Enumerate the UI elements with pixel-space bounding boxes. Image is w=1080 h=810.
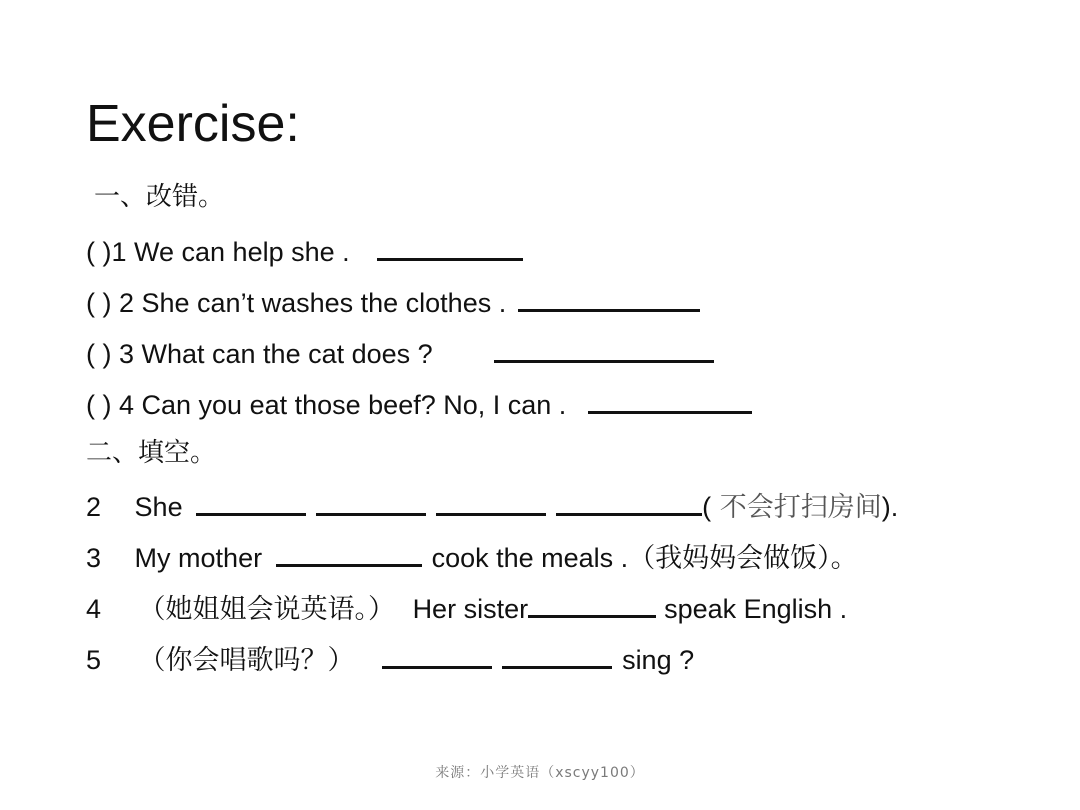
- item-number: 3: [86, 543, 102, 573]
- sentence-start: Her sister: [412, 594, 529, 624]
- correction-item-3: [86, 334, 724, 371]
- page-title: Exercise:: [86, 95, 300, 153]
- answer-blank[interactable]: [556, 487, 702, 516]
- answer-paren: ( ): [86, 390, 112, 420]
- sentence-end: cook the meals .: [431, 543, 629, 573]
- question-text: 4 Can you eat those beef? No, I can .: [111, 390, 567, 420]
- answer-blank[interactable]: [502, 640, 612, 669]
- item-number: 2: [86, 492, 102, 522]
- sentence-end: sing ?: [622, 645, 695, 675]
- sentence-start: She: [134, 492, 183, 522]
- answer-paren: ( ): [86, 237, 112, 267]
- fill-item-3: [86, 538, 858, 576]
- fill-item-4: [86, 589, 847, 627]
- correction-item-1: [86, 232, 533, 269]
- chinese-hint: （你会唱歌吗？）: [138, 645, 355, 676]
- answer-blank[interactable]: [276, 538, 422, 567]
- question-text: 2 She can’t washes the clothes .: [111, 288, 507, 318]
- fill-item-2: [86, 487, 898, 525]
- source-footer: 来源：小学英语（xscyy100）: [435, 765, 645, 781]
- answer-blank[interactable]: [382, 640, 492, 669]
- sentence-start: My mother: [134, 543, 263, 573]
- sentence-end: speak English .: [664, 594, 848, 624]
- answer-blank[interactable]: [316, 487, 426, 516]
- answer-blank[interactable]: [588, 385, 752, 414]
- answer-blank[interactable]: [528, 589, 656, 618]
- item-number: 4: [86, 594, 102, 624]
- section-heading-fill: 二、填空。: [86, 438, 217, 468]
- section-heading-correction: 一、改错。: [94, 182, 225, 212]
- answer-blank[interactable]: [196, 487, 306, 516]
- answer-blank[interactable]: [494, 334, 714, 363]
- chinese-hint: 不会打扫房间: [711, 492, 882, 523]
- item-number: 5: [86, 645, 102, 675]
- answer-blank[interactable]: [518, 283, 700, 312]
- answer-paren: ( ): [86, 288, 112, 318]
- correction-item-2: [86, 283, 710, 320]
- answer-blank[interactable]: [377, 232, 523, 261]
- question-text: 1 We can help she .: [111, 237, 350, 267]
- answer-paren: ( ): [86, 339, 112, 369]
- hint-close: ).: [881, 492, 899, 522]
- correction-item-4: [86, 385, 762, 422]
- chinese-hint: （她姐姐会说英语。）: [138, 594, 396, 625]
- chinese-hint: （我妈妈会做饭）。: [628, 543, 858, 574]
- hint-open: (: [702, 492, 712, 522]
- fill-item-5: [86, 640, 694, 678]
- answer-blank[interactable]: [436, 487, 546, 516]
- question-text: 3 What can the cat does ?: [111, 339, 433, 369]
